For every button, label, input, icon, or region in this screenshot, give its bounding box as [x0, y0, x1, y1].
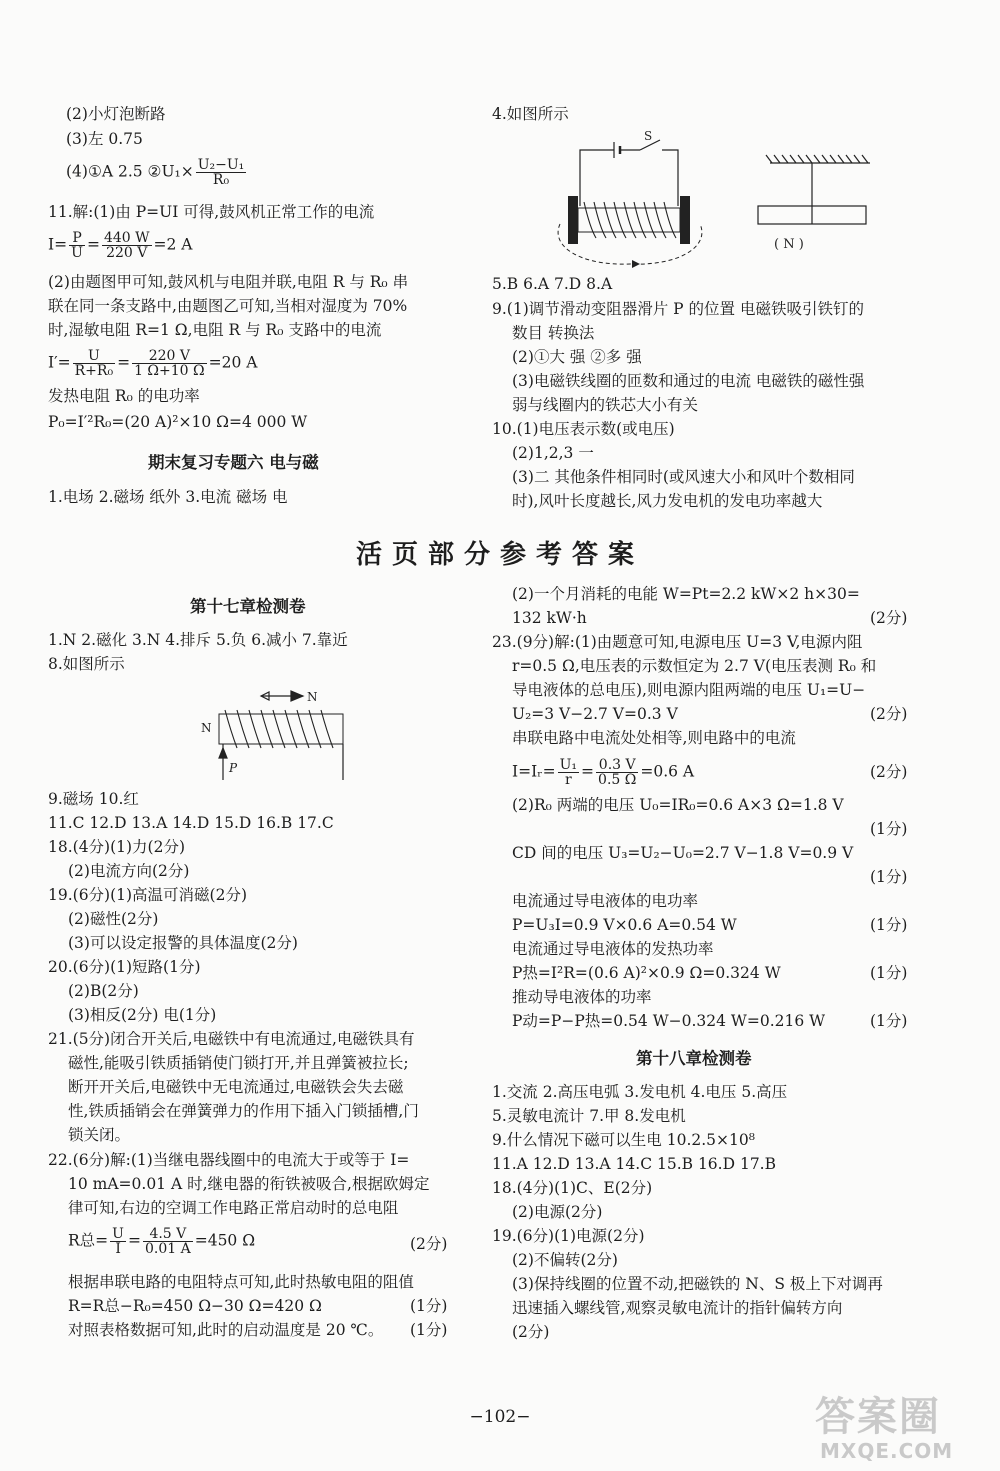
answer-line: (2)一个月消耗的电能 W=Pt=2.2 kW×2 h×30= [512, 585, 860, 603]
answer-line: R=R总−R₀=450 Ω−30 Ω=420 Ω [68, 1297, 322, 1315]
answer-line: 电流通过导电液体的发热功率 [512, 940, 714, 958]
answer-line: 9.(1)调节滑动变阻器滑片 P 的位置 电磁铁吸引铁钉的 [492, 300, 864, 318]
answer-line: 5.灵敏电流计 7.甲 8.发电机 [492, 1107, 686, 1125]
figure-electromagnet [540, 128, 925, 273]
answer-line: (2分) [512, 1323, 550, 1341]
fraction: $\frac{4.5 V}{0.01 A}$ [144, 1226, 191, 1257]
answer-line: 10.(1)电压表示数(或电压) [492, 420, 675, 438]
answer-line: 串联电路中电流处处相等,则电路中的电流 [512, 729, 796, 747]
solenoid-windings [225, 710, 333, 748]
answer-line: 10 mA=0.01 A 时,继电器的衔铁被吸合,根据欧姆定 [68, 1175, 430, 1193]
banner-title: 活页部分参考答案 [355, 540, 644, 570]
answer-line: (2)由题图甲可知,鼓风机与电阻并联,电阻 R 与 R₀ 串 [48, 273, 409, 291]
answer-line: 1.交流 2.高压电弧 3.发电机 4.电压 5.高压 [492, 1083, 788, 1101]
answer-line: (3)二 其他条件相同时(或风速大小和风叶个数相同 [512, 468, 855, 486]
answer-line: (2)不偏转(2分) [512, 1251, 618, 1269]
answer-line: (3)相反(2分) 电(1分) [68, 1006, 217, 1024]
answer-line: 9.什么情况下磁可以生电 10.2.5×10⁸ [492, 1131, 755, 1149]
answer-line: 时),风叶长度越长,风力发电机的发电功率越大 [512, 492, 823, 510]
answer-line: 19.(6分)(1)高温可消磁(2分) [48, 886, 248, 904]
switch-label: S [644, 129, 653, 143]
eq-rhs: =2 A [153, 235, 193, 254]
answer-line: 断开开关后,电磁铁中无电流通过,电磁铁会失去磁 [68, 1078, 404, 1096]
answer-line: 18.(4分)(1)力(2分) [48, 838, 186, 856]
fraction: $\frac{U}{I}$ [112, 1226, 124, 1257]
answer-line: 23.(9分)解:(1)由题意可知,电源电压 U=3 V,电源内阻 [492, 633, 863, 651]
score: (1分) [410, 1297, 448, 1315]
eq-lhs: R总= [68, 1231, 109, 1250]
answer-line: 性,铁质插销会在弹簧弹力的作用下插入门锁插槽,门 [68, 1102, 419, 1120]
answer-line: 9.磁场 10.红 [48, 790, 139, 808]
answer-line: 数目 转换法 [512, 324, 595, 342]
answer-line: 磁性,能吸引铁质插销使门锁打开,并且弹簧被拉长; [68, 1054, 409, 1072]
score: (1分) [870, 1012, 908, 1030]
answer-line: 1.N 2.磁化 3.N 4.排斥 5.负 6.减小 7.靠近 [48, 631, 348, 649]
answer-line: 11.C 12.D 13.A 14.D 15.D 16.B 17.C [48, 814, 334, 832]
watermark-url: MXQE.COM [820, 1439, 954, 1463]
answer-line: (2)电流方向(2分) [68, 862, 190, 880]
answer-line: U₂=3 V−2.7 V=0.3 V [512, 705, 678, 723]
eq-rhs: =0.6 A [640, 762, 695, 781]
answer-line: 18.(4分)(1)C、E(2分) [492, 1179, 653, 1197]
answer-text: (4)①A 2.5 ②U₁× [66, 162, 194, 181]
answer-line: 11.A 12.D 13.A 14.C 15.B 16.D 17.B [492, 1155, 776, 1173]
equation-line: I= $\frac{P}{U}$ = $\frac{440 W}{220 V}$ =2 A [48, 230, 193, 261]
answer-line: 弱与线圈内的铁芯大小有关 [512, 396, 699, 414]
answer-line: P₀=I′²R₀=(20 A)²×10 Ω=4 000 W [48, 413, 308, 431]
answer-line: 21.(5分)闭合开关后,电磁铁中有电流通过,电磁铁具有 [48, 1030, 415, 1048]
page-number: −102− [469, 1407, 531, 1427]
answer-line: 4.如图所示 [492, 105, 569, 123]
fraction: $\frac{0.3 V}{0.5 \Omega}$ [598, 757, 637, 788]
core-end-right [680, 196, 690, 244]
magnet-pole-label: ( N ) [774, 237, 804, 252]
answer-line: r=0.5 Ω,电压表的示数恒定为 2.7 V(电压表测 R₀ 和 [512, 657, 877, 675]
answer-line: 律可知,右边的空调工作电路正常启动时的总电阻 [68, 1199, 399, 1217]
eq-lhs: I′= [48, 353, 71, 372]
score: (2分) [870, 609, 908, 627]
fraction: $\frac{\text{U₁}}{r}$ [559, 757, 578, 788]
answer-line: 锁关闭。 [68, 1126, 131, 1144]
answer-line: 19.(6分)(1)电源(2分) [492, 1227, 645, 1245]
section-title: 第十八章检测卷 [636, 1049, 752, 1068]
fraction: $\frac{U}{\text{R+R₀}}$ [74, 348, 114, 379]
equation-line: I=Iᵣ= $\frac{\text{U₁}}{r}$ = $\frac{0.3 V}{0.5 \Omega}$ =0.6 A [512, 757, 695, 788]
eq-rhs: =20 A [208, 353, 258, 372]
watermark [810, 1385, 990, 1465]
answer-line: 20.(6分)(1)短路(1分) [48, 958, 201, 976]
answer-line: 导电液体的总电压),则电源内阻两端的电压 U₁=U− [512, 681, 866, 699]
equation-line: R总= $\frac{U}{I}$ = $\frac{4.5 V}{0.01 A}$ =450 Ω [68, 1226, 256, 1257]
answer-line: 对照表格数据可知,此时的启动温度是 20 ℃。 [68, 1321, 384, 1339]
answer-line: (2)电源(2分) [512, 1203, 603, 1221]
answer-line: (2)R₀ 两端的电压 U₀=IR₀=0.6 A×3 Ω=1.8 V [512, 796, 844, 814]
eq-rhs: =450 Ω [194, 1231, 256, 1250]
answer-line [66, 158, 248, 187]
compass-needle [261, 691, 303, 701]
eq-lhs: I= [48, 235, 68, 254]
figure-solenoid [195, 680, 365, 790]
core-end-left [568, 196, 578, 244]
answer-line: 8.如图所示 [48, 655, 125, 673]
needle-n-label: N [307, 690, 318, 704]
answer-line: 电流通过导电液体的电功率 [512, 892, 699, 910]
answer-line: 11.解:(1)由 P=UI 可得,鼓风机正常工作的电流 [48, 203, 375, 221]
fraction: $\frac{220 V}{1 \Omega+10 \Omega}$ [134, 348, 205, 379]
score: (2分) [870, 705, 908, 723]
answer-line: 1.电场 2.磁场 纸外 3.电流 磁场 电 [48, 488, 288, 506]
fraction: $\frac{\text{U₂−U₁}}{\text{R₀}}$ [197, 157, 245, 188]
answer-line: (2)1,2,3 一 [512, 444, 594, 462]
battery-switch-circuit [580, 140, 678, 206]
answer-line: CD 间的电压 U₃=U₂−U₀=2.7 V−1.8 V=0.9 V [512, 844, 854, 862]
score: (1分) [870, 820, 908, 838]
score: (1分) [410, 1321, 448, 1339]
fraction: $\frac{P}{U}$ [71, 230, 83, 261]
score: (1分) [870, 916, 908, 934]
answer-line: (3)左 0.75 [66, 130, 143, 148]
score: (2分) [870, 763, 908, 781]
answer-line: 时,湿敏电阻 R=1 Ω,电阻 R 与 R₀ 支路中的电流 [48, 321, 382, 339]
answer-line: 22.(6分)解:(1)当继电器线圈中的电流大于或等于 I= [48, 1151, 410, 1169]
score: (1分) [870, 868, 908, 886]
answer-line: 迅速插入螺线管,观察灵敏电流计的指针偏转方向 [512, 1299, 843, 1317]
answer-line: 根据串联电路的电阻特点可知,此时热敏电阻的阻值 [68, 1273, 414, 1291]
answer-line: 132 kW·h [512, 609, 587, 627]
answer-line: 联在同一条支路中,由题图乙可知,当相对湿度为 70% [48, 297, 408, 315]
answer-line: (3)电磁铁线圈的匝数和通过的电流 电磁铁的磁性强 [512, 372, 865, 390]
section-title: 第十七章检测卷 [190, 597, 306, 616]
eq-lhs: I=Iᵣ= [512, 762, 556, 781]
answer-line: (3)可以设定报警的具体温度(2分) [68, 934, 298, 952]
fraction: $\frac{440 W}{220 V}$ [103, 230, 150, 261]
equation-line: I′= $\frac{U}{\text{R+R₀}}$ = $\frac{220 V}{1 \Omega+10 \Omega}$ =20 A [48, 348, 258, 379]
answer-line: (3)保持线圈的位置不动,把磁铁的 N、S 极上下对调再 [512, 1275, 883, 1293]
answer-line: (2)B(2分) [68, 982, 139, 1000]
answer-line: (2)①大 强 ②多 强 [512, 348, 642, 366]
answer-line: P热=I²R=(0.6 A)²×0.9 Ω=0.324 W [512, 964, 781, 982]
answer-line: P=U₃I=0.9 V×0.6 A=0.54 W [512, 916, 737, 934]
watermark-logo-text: 答案圈 [815, 1394, 941, 1440]
answer-line: 5.B 6.A 7.D 8.A [492, 275, 613, 293]
answer-line: (2)磁性(2分) [68, 910, 159, 928]
answer-line: P动=P−P热=0.54 W−0.324 W=0.216 W [512, 1012, 826, 1030]
score: (2分) [410, 1235, 448, 1253]
coil-windings [584, 202, 676, 238]
answer-line: (2)小灯泡断路 [66, 105, 166, 123]
answer-line: 发热电阻 R₀ 的电功率 [48, 387, 200, 405]
answer-line: 推动导电液体的功率 [512, 988, 652, 1006]
pole-n-label: N [201, 721, 212, 735]
score: (1分) [870, 964, 908, 982]
current-p-label: P [229, 761, 238, 775]
section-title: 期末复习专题六 电与磁 [148, 453, 319, 472]
hanging-magnet [758, 155, 870, 224]
